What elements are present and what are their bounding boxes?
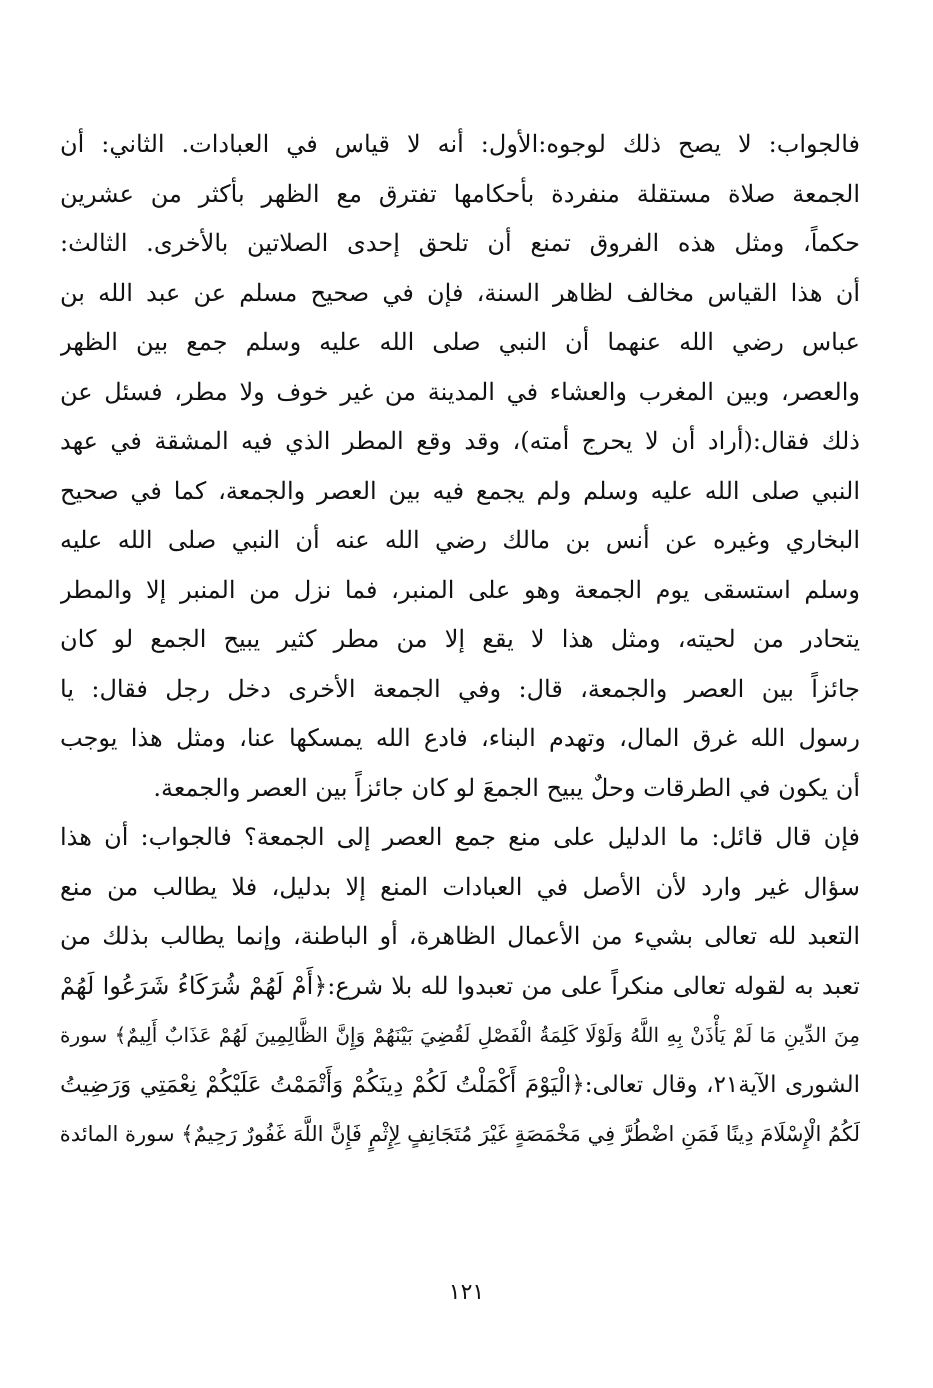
- text-line: عباس رضي الله عنهما أن النبي صلى الله عليه وسلم جمع بين الظهر: [60, 328, 860, 356]
- text-line: سؤال غير وارد لأن الأصل في العبادات المنع إلا بدليل، فلا يطالب من منع: [60, 872, 860, 901]
- text-line: تعبد به لقوله تعالى منكراً على من تعبدوا لله بلا شرع:﴿أَمْ لَهُمْ شُرَكَاءُ شَرَعُوا لَهُمْ: [60, 971, 860, 1000]
- text-line: التعبد لله تعالى بشيء من الأعمال الظاهرة، أو الباطنة، وإنما يطالب بذلك من: [60, 922, 860, 950]
- text-line: فالجواب: لا يصح ذلك لوجوه:الأول: أنه لا قياس في العبادات. الثاني: أن: [60, 130, 860, 158]
- paragraph: [60, 813, 860, 1160]
- text-line: ذلك فقال:(أراد أن لا يحرج أمته)، وقد وقع المطر الذي فيه المشقة في عهد: [60, 427, 860, 455]
- text-line: يتحادر من لحيته، ومثل هذا لا يقع إلا من مطر كثير يبيح الجمع لو كان: [60, 625, 860, 653]
- text-line: الجمعة صلاة مستقلة منفردة بأحكامها تفترق مع الظهر بأكثر من عشرين: [60, 179, 860, 208]
- text-line: وسلم استسقى يوم الجمعة وهو على المنبر، فما نزل من المنبر إلا والمطر: [60, 575, 860, 604]
- paragraph: [60, 120, 860, 813]
- text-line: أن هذا القياس مخالف لظاهر السنة، فإن في صحيح مسلم عن عبد الله بن: [60, 278, 860, 307]
- text-line: النبي صلى الله عليه وسلم ولم يجمع فيه بين العصر والجمعة، كما في صحيح: [60, 476, 860, 505]
- text-line: فإن قال قائل: ما الدليل على منع جمع العصر إلى الجمعة؟ فالجواب: أن هذا: [60, 823, 860, 851]
- body-text: [60, 120, 860, 1160]
- text-line: والعصر، وبين المغرب والعشاء في المدينة من غير خوف ولا مطر، فسئل عن: [60, 377, 860, 406]
- quran-verse-line: لَكُمُ الْإِسْلَامَ دِينًا فَمَنِ اضْطُرَّ فِي مَخْمَصَةٍ غَيْرَ مُتَجَانِفٍ لِإِثْمٍ فَإِنَّ اللَّهَ غَفُورٌ رَحِيمٌ﴾ سورة المائدة: [60, 1122, 860, 1146]
- text-line: رسول الله غرق المال، وتهدم البناء، فادع الله يمسكها عنا، ومثل هذا يوجب: [60, 724, 860, 752]
- page-number: ١٢١: [448, 1280, 485, 1305]
- text-line: جائزاً بين العصر والجمعة، قال: وفي الجمعة الأخرى دخل رجل فقال: يا: [60, 674, 860, 703]
- text-line: أن يكون في الطرقات وحلٌ يبيح الجمعَ لو كان جائزاً بين العصر والجمعة.: [153, 773, 860, 802]
- text-line: البخاري وغيره عن أنس بن مالك رضي الله عنه أن النبي صلى الله عليه: [60, 526, 860, 554]
- text-line: حكماً، ومثل هذه الفروق تمنع أن تلحق إحدى الصلاتين بالأخرى. الثالث:: [60, 229, 860, 257]
- quran-verse-line: الشورى الآية٢١، وقال تعالى:﴿الْيَوْمَ أَكْمَلْتُ لَكُمْ دِينَكُمْ وَأَتْمَمْتُ عَلَيْكُمْ نِعْمَتِي وَرَضِيتُ: [60, 1071, 860, 1098]
- quran-verse-line: مِنَ الدِّينِ مَا لَمْ يَأْذَنْ بِهِ اللَّهُ وَلَوْلَا كَلِمَةُ الْفَصْلِ لَقُضِيَ بَيْنَهُمْ وَإِنَّ الظَّالِمِينَ لَهُمْ عَذَابٌ أَلِيمٌ﴾ سورة: [60, 1023, 860, 1047]
